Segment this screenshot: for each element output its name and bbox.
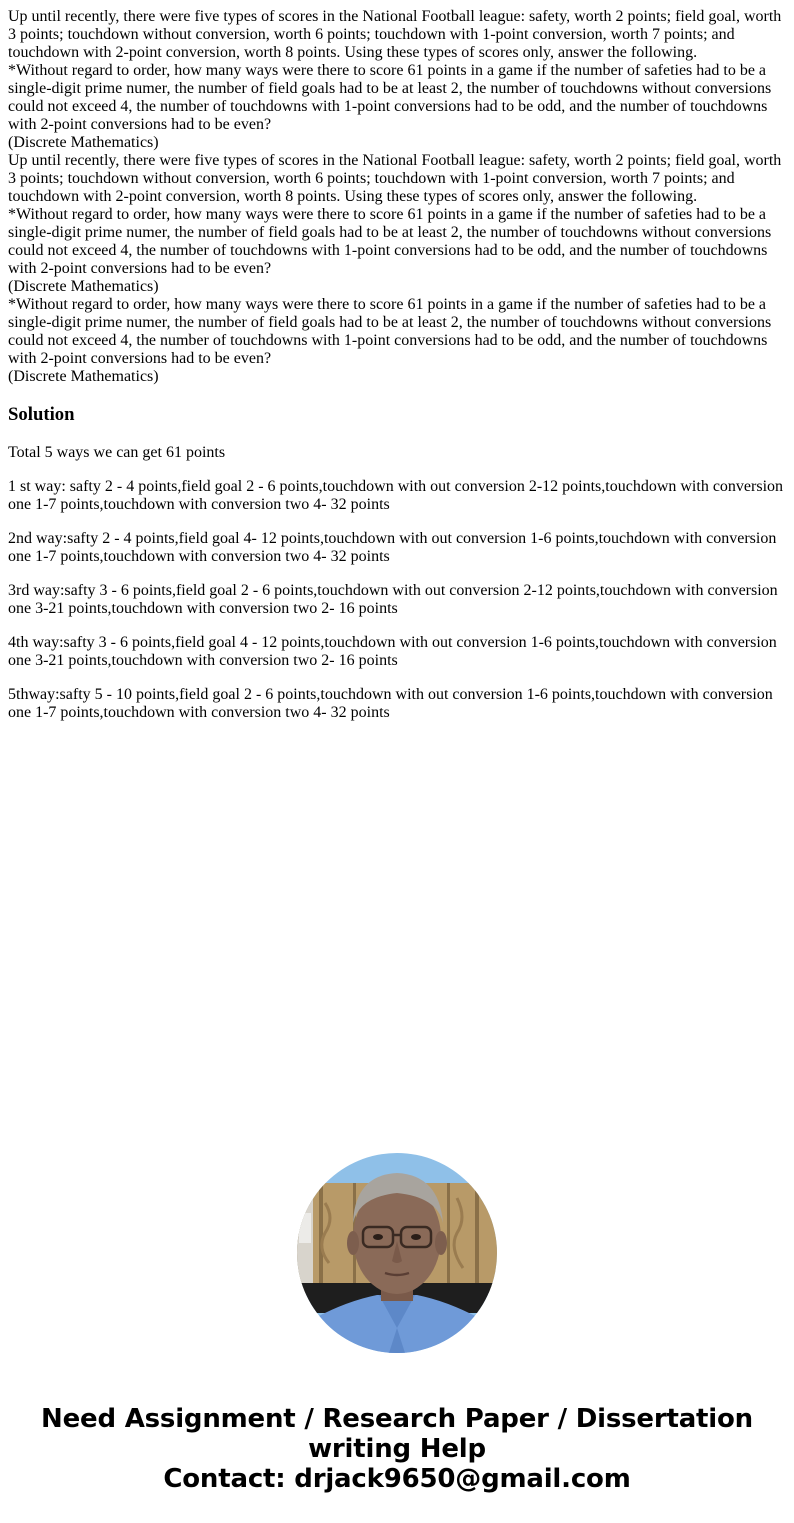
question-intro: Up until recently, there were five types of scores in the National Football league: safety, worth 2 points; field goal, worth 3 points; touchdown without conversion, worth 6 points; touchdown with 1-point conversion, worth 7 points; and touchdown with 2-point conversion, worth 8 points. Using these types of scores only, answer the following. <box>8 152 782 205</box>
solution-way-2: 2nd way:safty 2 - 4 points,field goal 4- 12 points,touchdown with out conversion 1-6 points,touchdown with conversion one 1-7 points,touchdown with conversion two 4- 32 points <box>8 530 777 565</box>
banner-line-2: writing Help <box>308 1434 486 1464</box>
solution-heading: Solution <box>8 404 75 425</box>
question-prompt: *Without regard to order, how many ways were there to score 61 points in a game if the number of safeties had to be a single-digit prime numer, the number of field goals had to be at least 2, the number of touchdowns without conversions could not exceed 4, the number of touchdowns with 1-point conversions had to be odd, and the number of touchdowns with 2-point conversions had to be even? <box>8 62 772 133</box>
question-text <box>8 8 786 386</box>
solution-way-1: 1 st way: safty 2 - 4 points,field goal 2 - 6 points,touchdown with out conversion 2-12 points,touchdown with conversion one 1-7 points,touchdown with conversion two 4- 32 points <box>8 478 784 513</box>
solution-way-3: 3rd way:safty 3 - 6 points,field goal 2 - 6 points,touchdown with out conversion 2-12 points,touchdown with conversion one 3-21 points,touchdown with conversion two 2- 16 points <box>8 582 778 617</box>
solution-way-5: 5thway:safty 5 - 10 points,field goal 2 - 6 points,touchdown with out conversion 1-6 points,touchdown with conversion one 1-7 points,touchdown with conversion two 4- 32 points <box>8 686 773 721</box>
avatar <box>297 1153 497 1353</box>
avatar-photo-icon <box>297 1153 497 1353</box>
question-subject: (Discrete Mathematics) <box>8 278 159 295</box>
contact-email: Contact: drjack9650@gmail.com <box>163 1464 631 1494</box>
solution-way-4: 4th way:safty 3 - 6 points,field goal 4 - 12 points,touchdown with out conversion 1-6 points,touchdown with conversion one 3-21 points,touchdown with conversion two 2- 16 points <box>8 634 777 669</box>
solution-summary: Total 5 ways we can get 61 points <box>8 444 226 461</box>
question-intro: Up until recently, there were five types of scores in the National Football league: safety, worth 2 points; field goal, worth 3 points; touchdown without conversion, worth 6 points; touchdown with 1-point conversion, worth 7 points; and touchdown with 2-point conversion, worth 8 points. Using these types of scores only, answer the following. <box>8 8 782 61</box>
question-prompt: *Without regard to order, how many ways were there to score 61 points in a game if the number of safeties had to be a single-digit prime numer, the number of field goals had to be at least 2, the number of touchdowns without conversions could not exceed 4, the number of touchdowns with 1-point conversions had to be odd, and the number of touchdowns with 2-point conversions had to be even? <box>8 296 772 367</box>
question-subject: (Discrete Mathematics) <box>8 134 159 151</box>
solution-body <box>8 444 786 738</box>
question-subject: (Discrete Mathematics) <box>8 368 159 385</box>
question-prompt: *Without regard to order, how many ways were there to score 61 points in a game if the number of safeties had to be a single-digit prime numer, the number of field goals had to be at least 2, the number of touchdowns without conversions could not exceed 4, the number of touchdowns with 1-point conversions had to be odd, and the number of touchdowns with 2-point conversions had to be even? <box>8 206 772 277</box>
contact-banner <box>0 1404 794 1494</box>
banner-line-1: Need Assignment / Research Paper / Dissertation <box>41 1404 753 1434</box>
